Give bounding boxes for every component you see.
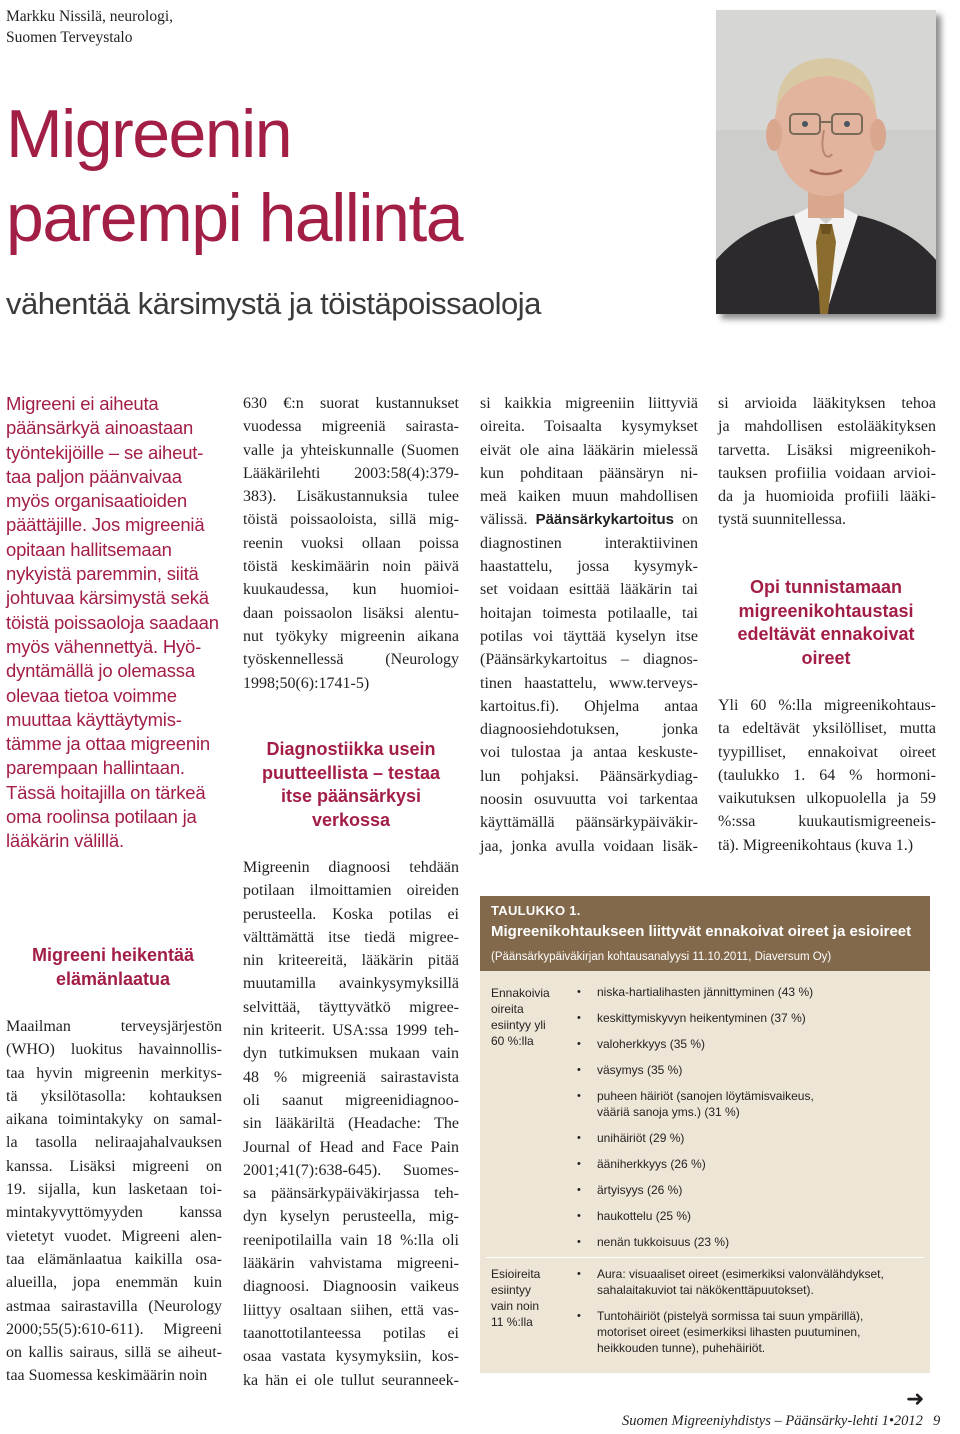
- item-text: • niska-hartialihasten jännittyminen (43 %): [597, 985, 814, 999]
- body-line: voi tulostaa ja antaa keskuste-: [480, 744, 698, 762]
- group-label-line: esiintyy: [491, 1283, 532, 1297]
- body-line: muutamilla avainkysymyksillä: [243, 975, 459, 993]
- column-1-body: [6, 1015, 222, 1388]
- body-line: la tasolla neliraajahalvauksen: [6, 1134, 222, 1152]
- lead-line: päättäjille. Jos migreeniä: [6, 514, 205, 536]
- body-line: 2001;41(7):638-645). Suomes-: [243, 1161, 459, 1179]
- item-text: motoriset oireet (esimerkiksi lihasten puutuminen,: [597, 1325, 861, 1339]
- group-label-line: vain noin: [491, 1299, 540, 1313]
- item-text: • valoherkkyys (35 %): [597, 1037, 706, 1051]
- table-divider: [486, 1257, 924, 1258]
- body-line: meä kaiken muun mahdollisen: [480, 488, 698, 506]
- item-text: heikkouden tunne), puhehäiriöt.: [597, 1341, 766, 1355]
- body-line: diagnostinen interaktiivinen: [480, 534, 698, 552]
- body-line: 1998;50(6):1741-5): [243, 674, 370, 692]
- body-line: Journal of Head and Face Pain: [243, 1138, 459, 1156]
- column-4-body-top: [718, 392, 936, 532]
- body-line: kartoitus.fi). Ohjelma antaa: [480, 697, 698, 715]
- body-line: 19. sijalla, kun lasketaan toi-: [6, 1181, 222, 1199]
- footer-publication: Suomen Migreeniyhdistys – Päänsärky-lehti 1•2012: [622, 1413, 923, 1429]
- author-affiliation: Suomen Terveystalo: [6, 29, 133, 46]
- body-text: on: [682, 511, 699, 529]
- body-line: %:ssa kuukautismigreeneis-: [718, 813, 936, 831]
- body-line: hoitajan toimesta potilaalle, tai: [480, 604, 698, 622]
- item-text: • ääniherkkyys (26 %): [597, 1157, 706, 1171]
- body-line: lääkärin vahvistama migreeni-: [243, 1255, 459, 1273]
- page-footer: [622, 1413, 940, 1430]
- group-label-line: oireita: [491, 1002, 524, 1016]
- section-heading-warning-symptoms: [718, 576, 934, 670]
- body-line: perusteella. Koska potilas ei: [243, 905, 459, 923]
- body-line: (WHO) luokitus havainnollis-: [6, 1041, 222, 1059]
- item-text: vääriä sanoja yms.) (31 %): [597, 1105, 740, 1119]
- list-item: [570, 1234, 920, 1250]
- body-line: mintakyvyttömyyden kanssa: [6, 1204, 222, 1222]
- body-line: Lääkärilehti 2003:58(4):379-: [243, 464, 459, 482]
- body-line: lun pohjaksi. Päänsärkydiag-: [480, 767, 698, 785]
- column-4-body-bottom: [718, 694, 936, 857]
- lead-line: tämme ja ottaa migreenin: [6, 733, 210, 755]
- body-line: daan poissaolon lisäksi alentu-: [243, 604, 459, 622]
- list-item: [570, 1130, 920, 1146]
- list-item: [570, 1266, 920, 1298]
- body-line: tarvetta. Lisäksi migreenikoh-: [718, 441, 936, 459]
- body-line: nut työkyky migreenin aikana: [243, 627, 459, 645]
- body-line: tyypilliset, ennakoivat oireet: [718, 743, 936, 761]
- body-line: töistä keskimäärin noin päivä: [243, 558, 459, 576]
- lead-line: oma roolinsa potilaan ja: [6, 806, 197, 828]
- item-text: sahalaitakuviot tai näkökenttäpuutokset).: [597, 1283, 814, 1297]
- table-subtitle: (Päänsärkypäiväkirjan kohtausanalyysi 11.10.2011, Diaversum Oy): [491, 951, 832, 963]
- body-line: vaikutuksen ulkopuolella ja 59: [718, 790, 936, 808]
- lead-line: dyntämällä jo olemassa: [6, 660, 195, 682]
- article-title-line-1: Migreenin: [6, 96, 292, 172]
- lead-line: työntekijöille – se aiheut-: [6, 441, 204, 463]
- body-line: 48 % migreeniä sairastavista: [243, 1068, 459, 1086]
- article-title: [6, 92, 462, 260]
- item-text: • puheen häiriöt (sanojen löytämisvaikeus,: [597, 1089, 814, 1103]
- body-line: oireita. Toisaalta kysymykset: [480, 418, 698, 436]
- lead-paragraph: [6, 392, 228, 854]
- item-text: • ärtyisyys (26 %): [597, 1183, 683, 1197]
- body-line: ka hän ei ole tullut seuranneek-: [243, 1371, 459, 1389]
- group-label-line: 11 %:lla: [491, 1315, 533, 1329]
- body-line: si kaikkia migreeniin liittyviä: [480, 395, 698, 412]
- heading-line: puutteellista – testaa: [261, 762, 441, 783]
- aura-symptom-list: [570, 1266, 920, 1356]
- body-line: valle ja yhteiskunnalle (Suomen: [243, 441, 459, 459]
- list-item: [570, 1156, 920, 1172]
- body-line: tä yksilötasolla: kohtauksen: [6, 1087, 222, 1105]
- heading-line: itse päänsärkysi: [280, 786, 422, 806]
- heading-line: oireet: [801, 647, 851, 668]
- body-line: dyn tutkimuksen mukaan vain: [243, 1045, 459, 1063]
- heading-line: verkossa: [311, 809, 391, 830]
- body-line: tauksen profiilia voidaan arvioi-: [718, 464, 936, 482]
- body-line: haastattelu, jossa kysymyk-: [480, 558, 698, 576]
- body-line: potilas voi täyttää kyselyn itse: [480, 627, 698, 645]
- body-line: 630 €:n suorat kustannukset: [243, 395, 459, 412]
- lead-line: myös organisaatioiden: [6, 490, 187, 512]
- body-line: kuukaudessa, kun huomioi-: [243, 581, 459, 599]
- group-label-line: 60 %:lla: [491, 1034, 534, 1048]
- lead-line: muuttaa käyttäytymis-: [6, 708, 182, 730]
- lead-line: opitaan hallitsemaan: [6, 538, 172, 560]
- body-line: osaa vastata kysymyksiin, kos-: [243, 1348, 459, 1366]
- body-line: nin kriteerit. USA:ssa 1999 teh-: [243, 1022, 459, 1040]
- body-line: on kallis sairaus, sillä se aiheut-: [6, 1344, 222, 1362]
- heading-line: Migreeni heikentää: [31, 945, 195, 965]
- body-line: töistä poissaoloista, sillä mig-: [243, 511, 459, 529]
- list-item: [570, 984, 920, 1000]
- list-item: [570, 1182, 920, 1198]
- body-line: ja mahdollisen estolääkityksen: [718, 418, 936, 436]
- body-line: noosin osuvuutta voi tarkentaa: [480, 791, 698, 809]
- body-line: tystä suunnitellessa.: [718, 511, 846, 529]
- emphasis-term: Päänsärkykartoitus: [535, 511, 674, 529]
- body-line: taa elämänlaatua kaikilla osa-: [6, 1250, 222, 1268]
- heading-line: migreenikohtaustasi: [738, 600, 914, 621]
- item-text: • unihäiriöt (29 %): [597, 1131, 685, 1145]
- table-label: TAULUKKO 1.: [491, 903, 581, 918]
- lead-line: Tässä hoitajilla on tärkeä: [6, 781, 206, 803]
- body-line: dyn kyselyn perusteella, mig-: [243, 1208, 459, 1226]
- list-item: [570, 1208, 920, 1224]
- body-line: vuodessa migreeniä sairasta-: [243, 418, 459, 436]
- heading-line: edeltävät ennakoivat: [737, 624, 915, 644]
- body-line: diagnoosi. Diagnoosin vaikeus: [243, 1278, 459, 1296]
- body-line: sin lääkäriltä (Headache: The: [243, 1115, 459, 1133]
- list-item: [570, 1062, 920, 1078]
- body-line: Yli 60 %:lla migreenikohtaus-: [718, 697, 936, 714]
- lead-line: olevaa tietoa voimme: [6, 684, 177, 706]
- group-label-aura: [491, 1266, 567, 1330]
- body-line: nin kriteereitä, lääkärin pitää: [243, 952, 459, 970]
- body-line: sa päänsärkypäiväkirjassa teh-: [243, 1185, 459, 1203]
- body-line: liittyy osaltaan siihen, että vas-: [243, 1301, 459, 1319]
- group-label-prodromal: [491, 985, 567, 1049]
- body-line: (taulukko 1. 64 % hormoni-: [718, 766, 936, 784]
- body-line: tinen haastattelu, www.terveys-: [480, 674, 698, 692]
- column-2-body-top: [243, 392, 459, 695]
- body-line: taa hyvin migreenin merkitys-: [6, 1064, 222, 1082]
- body-line: jaa, jonka avulla voidaan lisäk-: [480, 837, 698, 855]
- article-subtitle: vähentää kärsimystä ja töistäpoissaoloja: [6, 286, 541, 321]
- heading-line: elämänlaatua: [55, 968, 171, 989]
- body-line: Migreenin diagnoosi tehdään: [243, 859, 459, 876]
- group-label-line: esiintyy yli: [491, 1018, 546, 1032]
- lead-line: nykyistä paremmin, siitä: [6, 563, 199, 585]
- prodromal-symptom-list: [570, 984, 920, 1250]
- group-label-line: Ennakoivia: [491, 986, 550, 1000]
- body-line: reenin vuoksi ollaan poissa: [243, 534, 459, 552]
- body-line: astmaa sairastavilla (Neurology: [6, 1297, 222, 1315]
- body-line: diagnoosiehdotuksen, jonka: [480, 721, 698, 739]
- body-line: selvittää, täyttyvätkö migree-: [243, 998, 459, 1016]
- body-line: set voidaan esittää lääkärin tai: [480, 581, 698, 599]
- item-text: • väsymys (35 %): [597, 1063, 683, 1077]
- list-item: [570, 1036, 920, 1052]
- lead-line: johtuvaa kärsimystä sekä: [6, 587, 209, 609]
- body-line: da ja huomioida profiili lääki-: [718, 488, 936, 506]
- page-number: 9: [932, 1413, 941, 1429]
- body-line: kun pohditaan päänsäryn ni-: [480, 464, 698, 482]
- column-3-body: [480, 392, 698, 858]
- body-line: vietetyt vuodet. Migreeni alen-: [6, 1227, 222, 1245]
- body-line: 383). Lisäkustannuksia tulee: [243, 488, 459, 506]
- body-line: työskennellessä (Neurology: [243, 651, 459, 669]
- group-label-line: Esioireita: [491, 1267, 541, 1281]
- heading-line: Diagnostiikka usein: [266, 739, 436, 759]
- body-line: oli saanut migreenidiagnoo-: [243, 1091, 459, 1109]
- body-line: taa Suomessa keskimäärin noin: [6, 1367, 208, 1385]
- body-line: si arvioida lääkityksen tehoa: [718, 395, 936, 412]
- body-line: potilaan ilmoittamien oireiden: [243, 882, 459, 900]
- symptom-table: [480, 896, 930, 1373]
- lead-line: myös vähennettyä. Hyö-: [6, 635, 202, 657]
- body-line: tä). Migreenikohtaus (kuva 1.): [718, 836, 914, 854]
- section-heading-quality-of-life: [6, 944, 220, 991]
- lead-line: parempaan hallintaan.: [6, 757, 185, 779]
- table-title: Migreenikohtaukseen liittyvät ennakoivat oireet ja esioireet: [491, 923, 912, 940]
- lead-line: Migreeni ei aiheuta: [6, 393, 159, 414]
- lead-line: taa paljon päänvaivaa: [6, 465, 182, 487]
- body-line: reenipotilailla vain 18 %:lla oli: [243, 1231, 459, 1249]
- table-header: [480, 896, 930, 971]
- lead-line: töistä poissaoloja saadaan: [6, 611, 219, 633]
- body-line: alueilla, jopa enemmän kuin: [6, 1274, 222, 1292]
- body-line: (Päänsärkykartoitus – diagnos-: [480, 651, 698, 669]
- section-heading-diagnostics: [243, 738, 459, 832]
- heading-line: Opi tunnistamaan: [749, 577, 902, 597]
- body-line: eivät ole aina lääkärin mielessä: [480, 441, 698, 459]
- column-2-body-bottom: [243, 856, 459, 1392]
- list-item: [570, 1308, 920, 1356]
- article-title-line-2: parempi hallinta: [6, 180, 463, 256]
- body-text: välissä.: [480, 511, 528, 529]
- item-text: • Aura: visuaaliset oireet (esimerkiksi valonvälähdykset,: [597, 1267, 884, 1281]
- body-line: aikana toimintakyky on samal-: [6, 1111, 222, 1129]
- author-byline: [6, 6, 173, 48]
- body-line: [480, 508, 698, 531]
- body-line: Maailman terveysjärjestön: [6, 1018, 222, 1035]
- list-item: [570, 1010, 920, 1026]
- body-line: käyttämällä päänsärkypäiväkir-: [480, 814, 698, 832]
- item-text: • keskittymiskyvyn heikentyminen (37 %): [597, 1011, 806, 1025]
- body-line: taanottotilanteessa potilas ei: [243, 1324, 459, 1342]
- item-text: • haukottelu (25 %): [597, 1209, 692, 1223]
- body-line: kanssa. Lisäksi migreeni on: [6, 1157, 222, 1175]
- author-photo: [716, 10, 936, 314]
- continue-arrow-icon: ➜: [906, 1387, 925, 1412]
- body-line: välttämättä itse tiedä migree-: [243, 928, 459, 946]
- body-line: ta edeltävät yksilölliset, mutta: [718, 720, 936, 738]
- lead-line: päänsärkyä ainoastaan: [6, 417, 194, 439]
- body-line: 2000;55(5):610-611). Migreeni: [6, 1320, 222, 1338]
- lead-line: lääkärin välillä.: [6, 830, 124, 852]
- item-text: • Tuntohäiriöt (pistelyä sormissa tai suun ympärillä),: [597, 1309, 864, 1323]
- author-name: Markku Nissilä, neurologi,: [6, 8, 174, 25]
- item-text: • nenän tukkoisuus (23 %): [597, 1235, 730, 1249]
- list-item: [570, 1088, 920, 1120]
